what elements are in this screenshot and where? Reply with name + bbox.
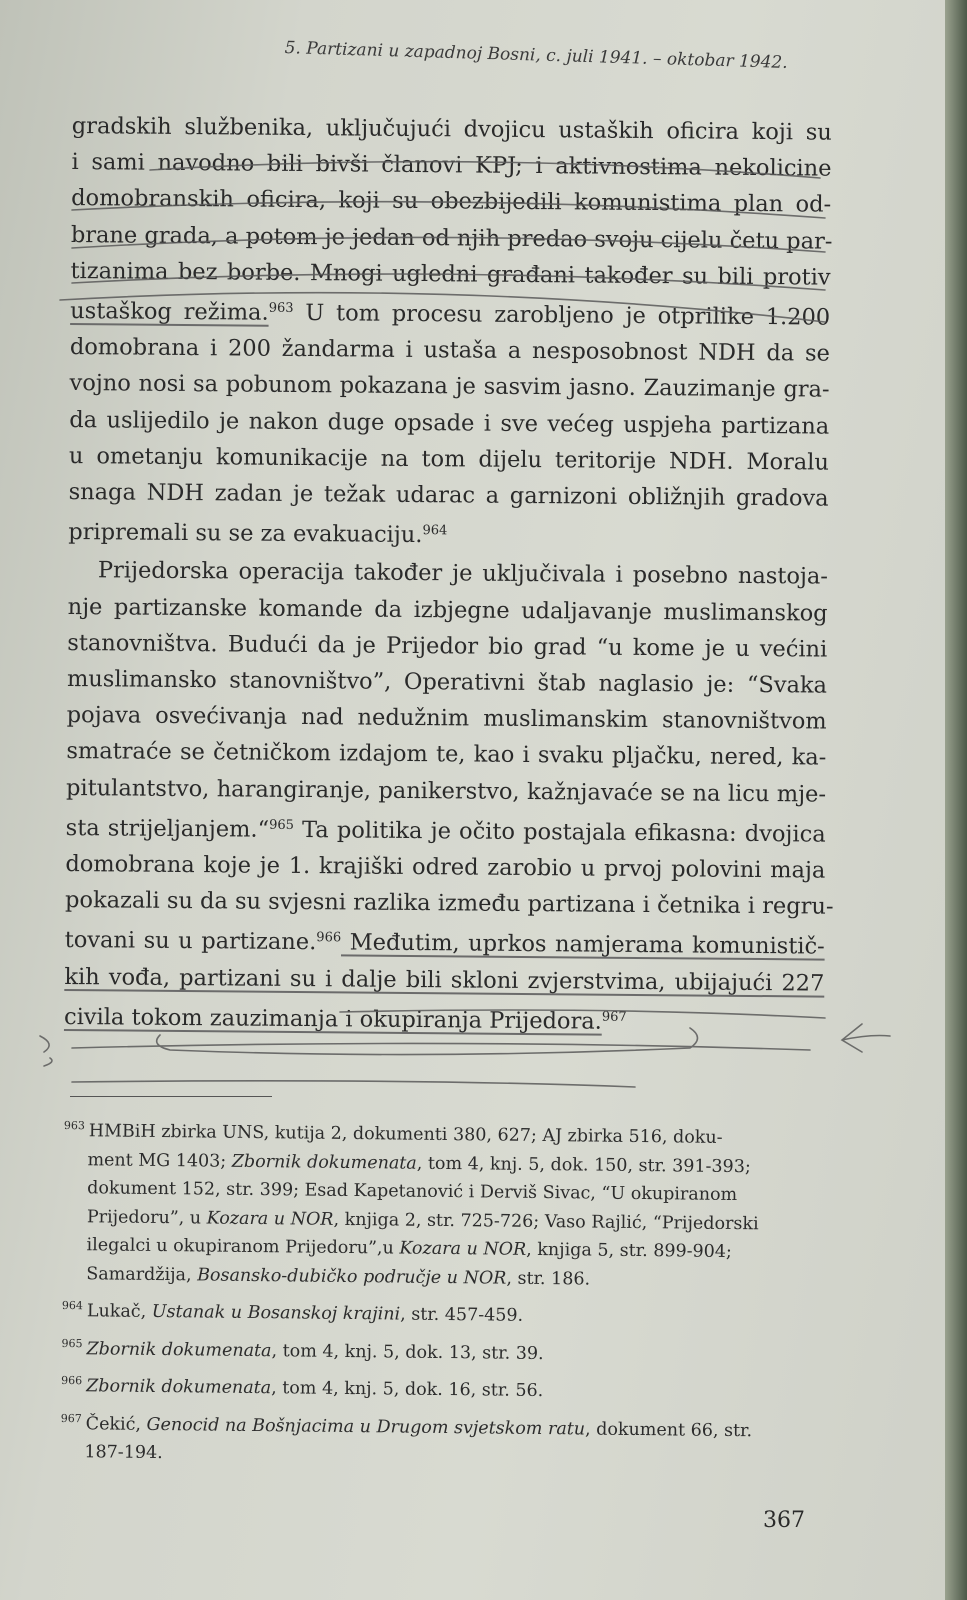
text-line: domobrana koje je 1. krajiški odred zarobio u prvoj polovini maja (65, 851, 826, 884)
paragraph-2 (63, 552, 834, 1041)
running-head: 5. Partizani u zapadnoj Bosni, c. juli 1941. – oktobar 1942. (284, 38, 788, 73)
bracket-mark (40, 1036, 52, 1066)
text-line: pitulantstvo, harangiranje, panikerstvo, kažnjavaće se na licu mje- (65, 774, 827, 808)
text-line: u ometanju komunikacije na tom dijelu teritorije NDH. Moralu (68, 442, 830, 476)
text-line: gradskih službenika, uključujući dvojicu ustaških oficira koji su (71, 112, 832, 146)
text-line: pojava osvećivanja nad nedužnim muslimanskim stanovništvom (66, 702, 827, 735)
text-line: pripremali su se za evakuaciju.$^{964}$ (68, 519, 448, 549)
pen-underline (72, 1081, 635, 1087)
text-line: pokazali su da su svjesni razlika između partizana i četnika i regru- (64, 887, 834, 920)
text-line: domobranskih oficira, koji su obezbijedili komunistima plan od- (71, 185, 832, 219)
footnote-ref-964: 964 (422, 523, 448, 539)
footnote-965: $^{965}$ Zbornik dokumenata, tom 4, knj. 5, dok. 13, str. 39. (61, 1336, 544, 1364)
footnote-967: $^{967}$ Čekić, Genocid na Bošnjacima u Drugom svjetskom ratu, dokument 66, str. 187-194. (60, 1411, 753, 1464)
text-line: brane grada, a potom je jedan od njih predao svoju cijelu četu par- (70, 221, 833, 255)
body-text (64, 108, 832, 1042)
text-line: vojno nosi sa pobunom pokazana je sasvim jasno. Zauzimanje gra- (69, 370, 830, 404)
footnote-ref-966: 966 (316, 930, 342, 946)
page-number: 367 (763, 1508, 805, 1533)
text-line: tizanima bez borbe. Mnogi ugledni građani također su bili protiv (70, 257, 831, 291)
text-line: i sami navodno bili bivši članovi KPJ; i aktivnostima nekolicine (71, 149, 832, 182)
text-line: Prijedorska operacija također je uključivala i posebno nastoja- (97, 557, 829, 591)
text-line: tovani su u partizane.$^{966}$ Međutim, uprkos namjerama komunistič- (64, 927, 825, 961)
footnote-ref-963: 963 (268, 300, 294, 316)
text-line: smatraće se četničkom izdajom te, kao i svaku pljačku, nered, ka- (66, 738, 827, 772)
footnote-963: $^{963}$ HMBiH zbirka UNS, kutija 2, dokumenti 380, 627; AJ zbirka 516, doku- ment MG 1403; Zbornik dokumenata, tom 4, knj. 5, dok. 150, str. 391-393; dokument 152, str. 399; Esad Kapetanović i Derviš Sivac, “U okupiranom Prijedoru”, u Kozara u NOR, knjiga 2, str. 725-726; Vaso Rajlić, “Prijedorski ilegalci u okupiranom Prijedoru”,u Kozara u NOR, knjiga 5, str. 899-904; Samardžija, Bosansko-dubičko područje u NOR, str. 186. (63, 1118, 759, 1290)
footnotes (60, 1112, 814, 1478)
text-line: muslimansko stanovništvo”, Operativni štab naglasio je: “Svaka (66, 666, 828, 699)
text-line: civila tokom zauzimanja i okupiranja Prijedora.$^{967}$ (63, 1003, 627, 1035)
text-line: sta strijeljanjem.“$^{965}$ Ta politika je očito postajala efikasna: dvojica (65, 814, 826, 848)
page-edge (945, 0, 967, 1600)
pen-underline (72, 1043, 810, 1050)
text-line: nje partizanske komande da izbjegne udaljavanje muslimanskog (67, 593, 828, 627)
text-line: domobrana i 200 žandarma i ustaša a nesposobnost NDH da se (69, 334, 830, 367)
footnote-ref-967: 967 (601, 1009, 627, 1025)
paragraph-1 (68, 108, 832, 557)
text-line: ustaškog režima.$^{963}$ U tom procesu zarobljeno je otprilike 1.200 (70, 298, 831, 331)
footnote-964: $^{964}$ Lukač, Ustanak u Bosanskoj krajini, str. 457-459. (61, 1298, 524, 1326)
text-line: snaga NDH zadan je težak udarac a garnizoni obližnjih gradova (68, 479, 829, 512)
text-line: kih vođa, partizani su i dalje bili skloni zvjerstvima, ubijajući 227 (64, 963, 825, 997)
footnote-rule (70, 1096, 272, 1097)
text-line: da uslijedilo je nakon duge opsade i sve većeg uspjeha partizana (69, 406, 830, 440)
footnote-966: $^{966}$ Zbornik dokumenata, tom 4, knj. 5, dok. 16, str. 56. (61, 1373, 544, 1402)
arrow-icon (842, 1024, 890, 1052)
text-line: stanovništva. Budući da je Prijedor bio grad “u kome je u većini (67, 629, 828, 663)
footnote-ref-965: 965 (269, 817, 295, 833)
